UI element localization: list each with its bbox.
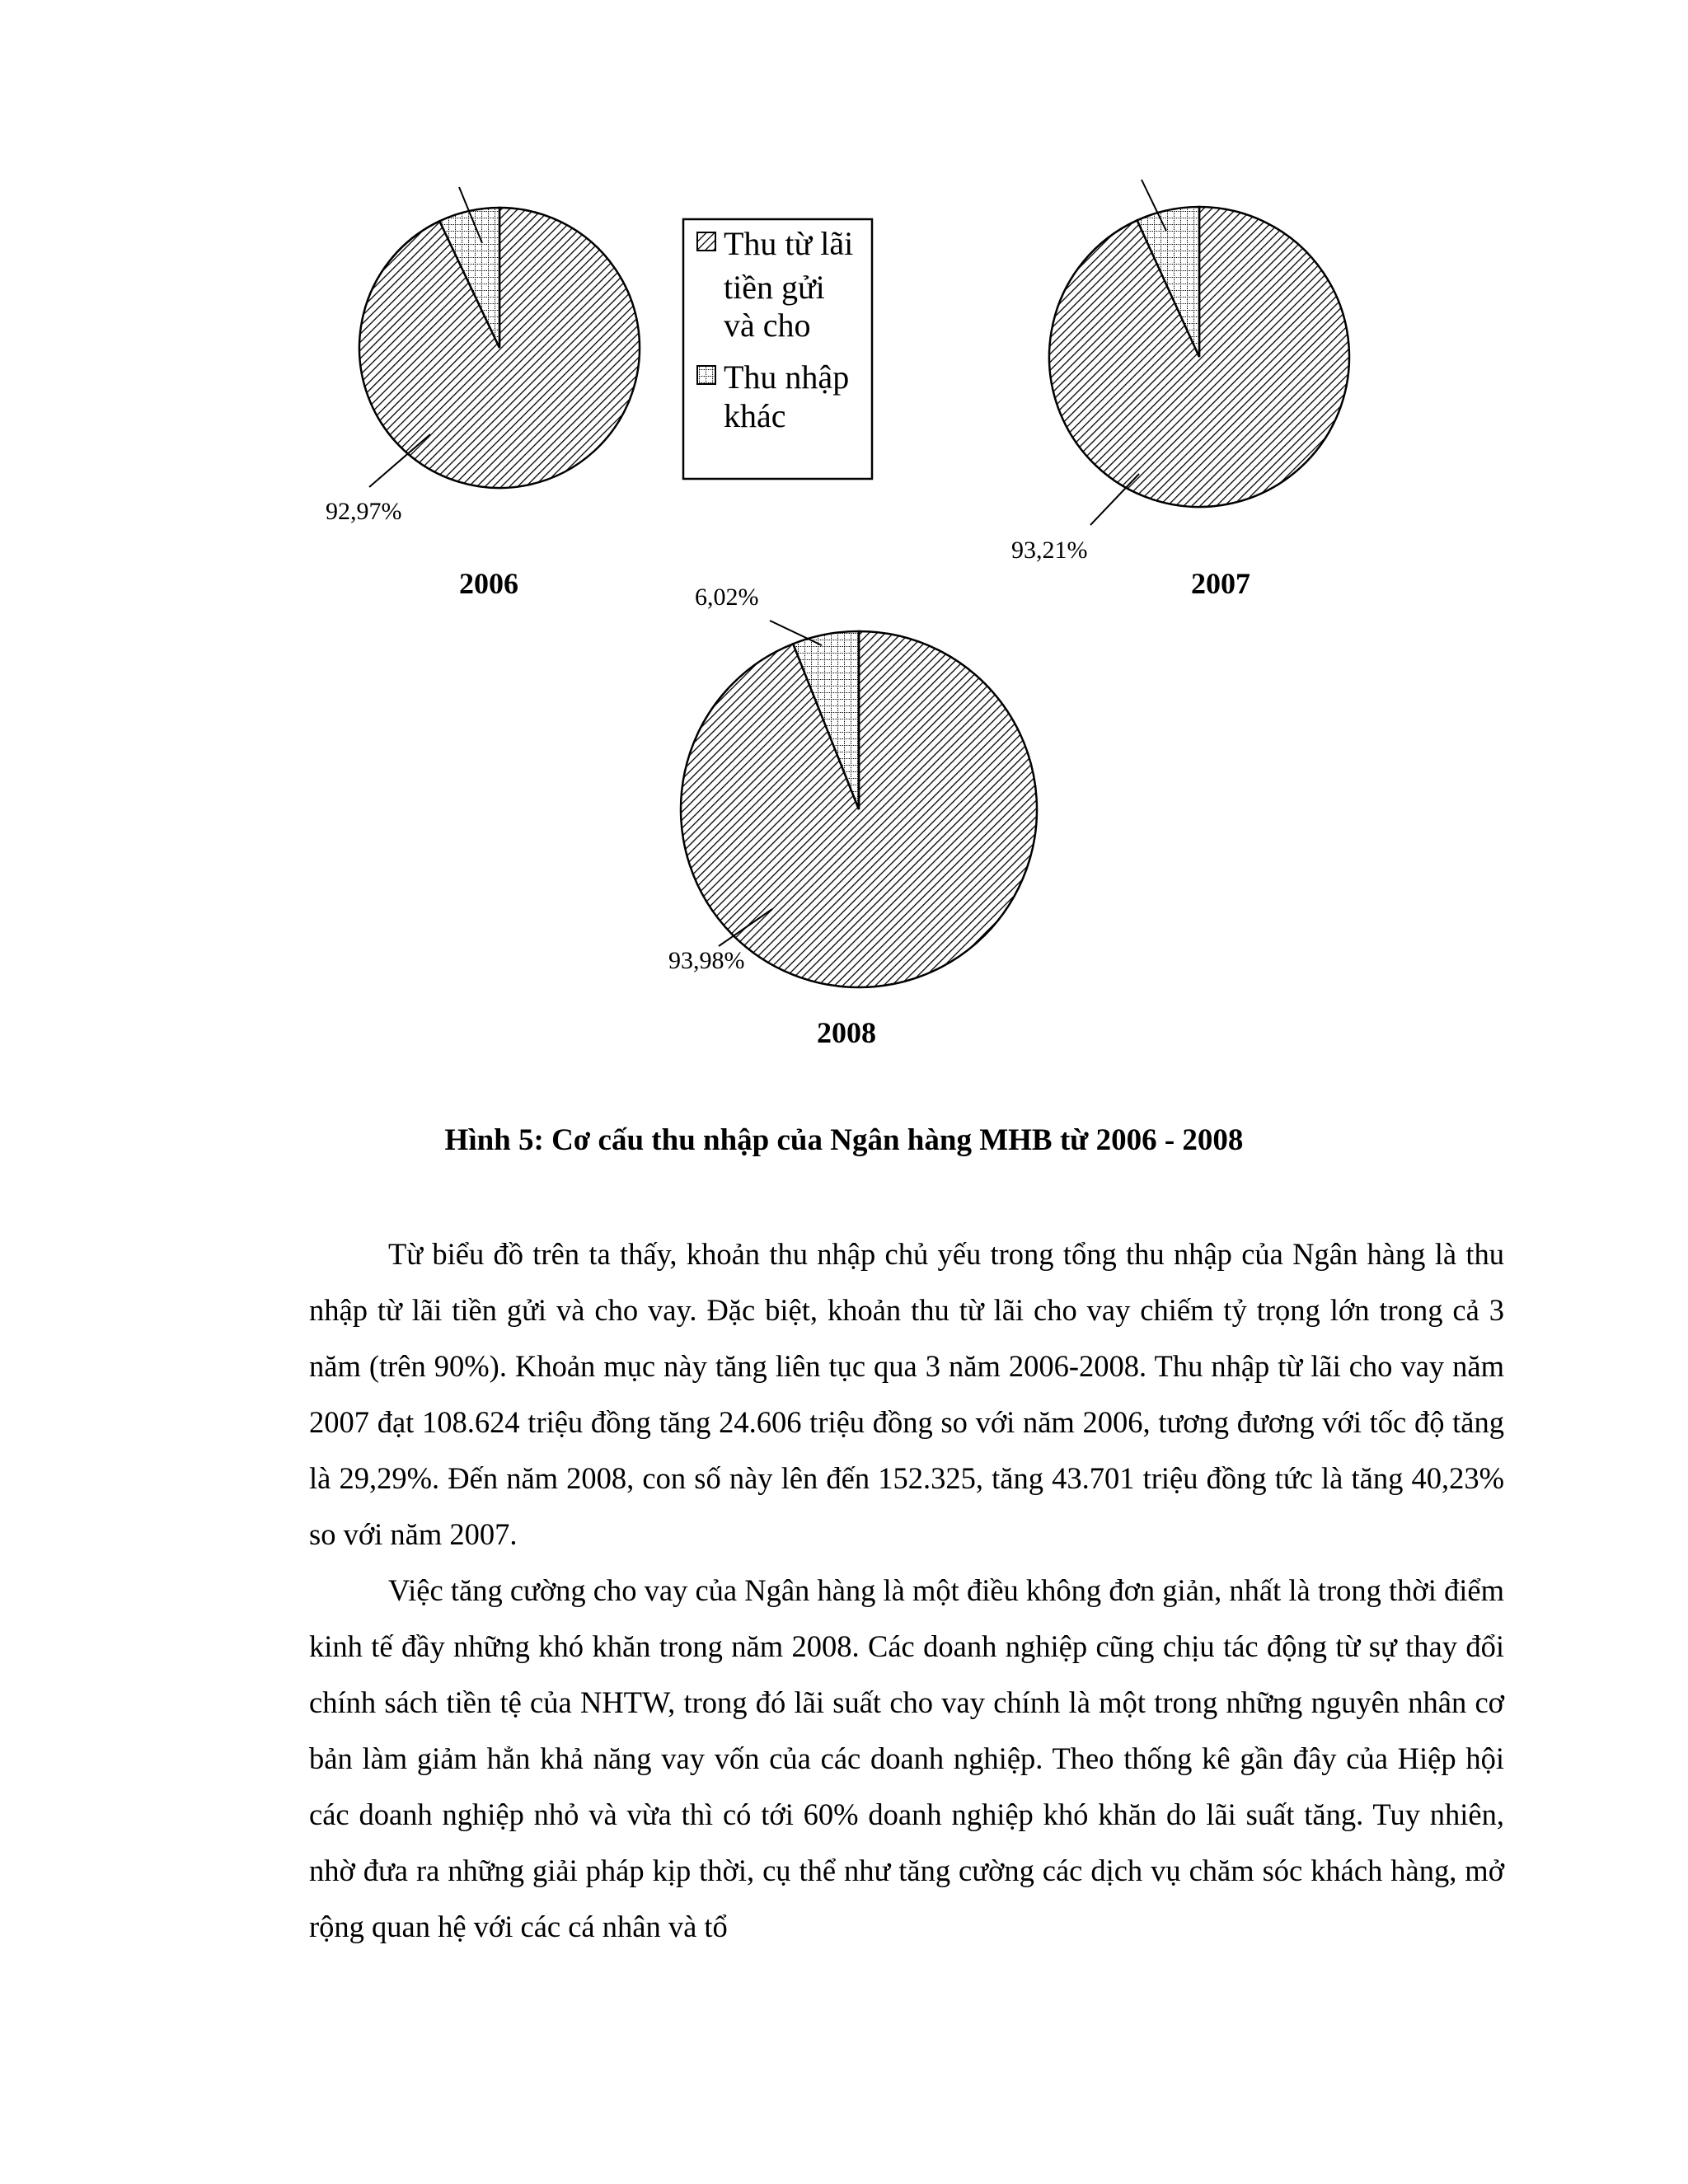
pie-2006-title: 2006 bbox=[459, 567, 518, 600]
legend-swatch-other-income bbox=[697, 366, 715, 384]
pie-2007 bbox=[1011, 180, 1349, 600]
chart-legend bbox=[683, 219, 872, 479]
pie-2007-title: 2007 bbox=[1191, 567, 1250, 600]
figure-caption: Hình 5: Cơ cấu thu nhập của Ngân hàng MHB từ 2006 - 2008 bbox=[444, 1123, 1244, 1157]
body-text bbox=[309, 1226, 1504, 1955]
pie-charts-figure bbox=[0, 0, 1688, 1071]
pie-2007-label-main: 93,21% bbox=[1011, 537, 1088, 564]
pie-2006-label-main: 92,97% bbox=[326, 498, 402, 525]
pie-2008-label-main: 93,98% bbox=[668, 947, 745, 974]
legend-label-other-line2: khác bbox=[724, 397, 786, 434]
legend-label-interest-line3: và cho bbox=[724, 307, 811, 344]
legend-swatch-interest-income bbox=[697, 232, 715, 251]
pie-2008-leader-other bbox=[770, 621, 822, 645]
pie-2008-title: 2008 bbox=[817, 1016, 876, 1049]
paragraph-2: Việc tăng cường cho vay của Ngân hàng là một điều không đơn giản, nhất là trong thời điểm kinh tế đầy những khó khăn trong năm 2008. Các doanh nghiệp cũng chịu tác động từ sự thay đổi chính sách tiền tệ của NHTW, trong đó lãi suất cho vay chính là một trong những nguyên nhân cơ bản làm giảm hẳn khả năng vay vốn của các doanh nghiệp. Theo thống kê gần đây của Hiệp hội các doanh nghiệp nhỏ và vừa thì có tới 60% doanh nghiệp khó khăn do lãi suất tăng. Tuy nhiên, nhờ đưa ra những giải pháp kịp thời, cụ thể như tăng cường các dịch vụ chăm sóc khách hàng, mở rộng quan hệ với các cá nhân và tổ bbox=[309, 1573, 1504, 1943]
paragraph-1: Từ biểu đồ trên ta thấy, khoản thu nhập chủ yếu trong tổng thu nhập của Ngân hàng là thu nhập từ lãi tiền gửi và cho vay. Đặc biệt, khoản thu từ lãi cho vay chiếm tỷ trọng lớn trong cả 3 năm (trên 90%). Khoản mục này tăng liên tục qua 3 năm 2006-2008. Thu nhập từ lãi cho vay năm 2007 đạt 108.624 triệu đồng tăng 24.606 triệu đồng so với năm 2006, tương đương với tốc độ tăng là 29,29%. Đến năm 2008, con số này lên đến 152.325, tăng 43.701 triệu đồng tức là tăng 40,23% so với năm 2007. bbox=[309, 1237, 1504, 1551]
pie-2008 bbox=[668, 583, 1037, 1049]
legend-label-other-line1: Thu nhập bbox=[724, 359, 850, 396]
pie-2008-label-other: 6,02% bbox=[695, 583, 759, 611]
legend-label-interest-line1: Thu từ lãi bbox=[724, 225, 854, 262]
pie-2006 bbox=[326, 187, 640, 600]
legend-label-interest-line2: tiền gửi bbox=[724, 269, 825, 306]
